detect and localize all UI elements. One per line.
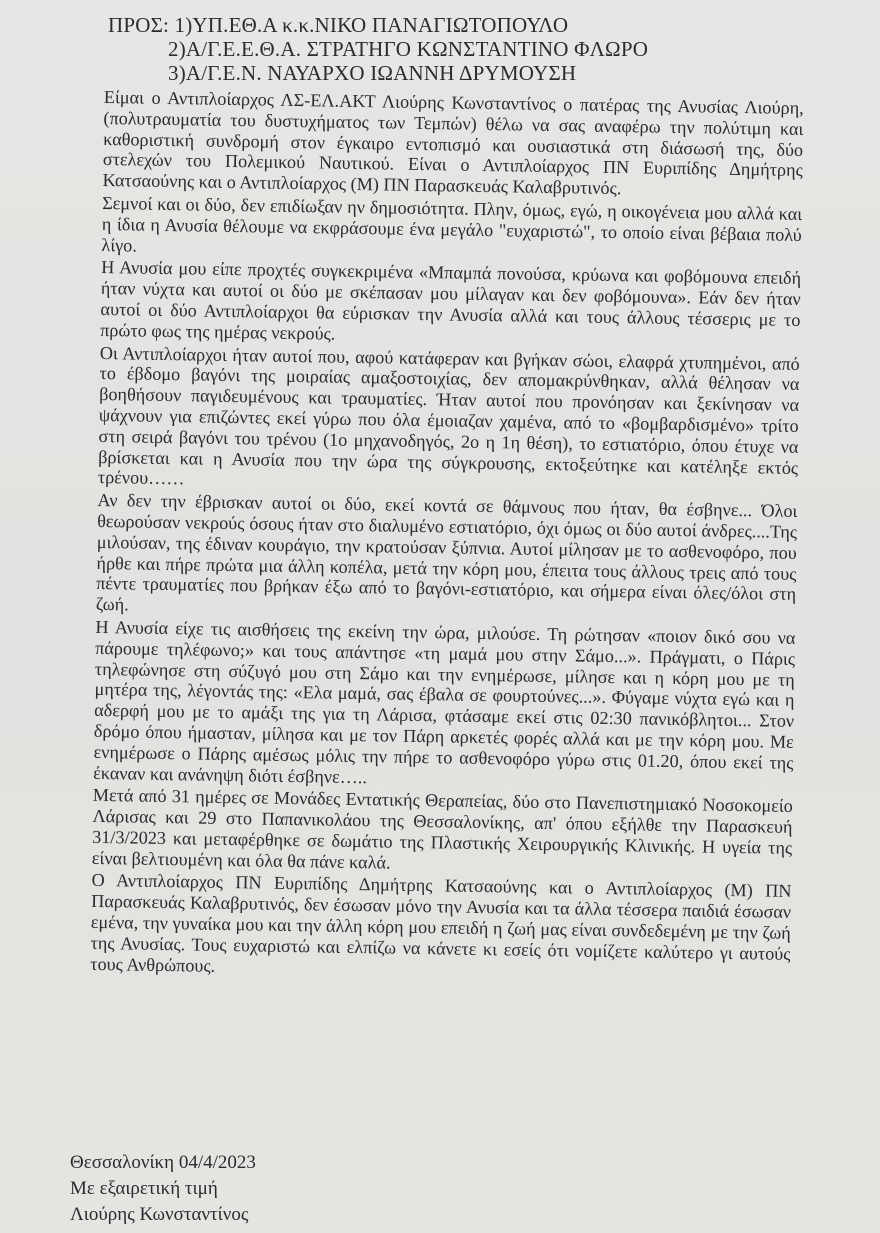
- paragraph-1: Είμαι ο Αντιπλοίαρχος ΛΣ-ΕΛ.ΑΚΤ Λιούρης Κωνσταντίνος ο πατέρας της Ανυσίας Λιούρη, (πολυτραυματία του δυστυχήματος των Τεμπών) θέλω να σας αναφέρω την πολύτιμη και καθοριστική συνδρομή στον έγκαιρο εντοπισμό και ουσιαστικά στη διάσωσή της, δύο στελεχών του Πολεμικού Ναυτικού. Είναι ο Αντιπλοίαρχος ΠΝ Ευριπίδης Δημήτρης Κατσαούνης και ο Αντιπλοίαρχος (Μ) ΠΝ Παρασκευάς Καλαβρυτινός.: [102, 87, 804, 199]
- closing-block: [70, 1150, 256, 1228]
- recipient-line-3: 3)Α/Γ.Ε.Ν. ΝΑΥΑΡΧΟ ΙΩΑΝΝΗ ΔΡΥΜΟΥΣΗ: [168, 61, 577, 85]
- signature-name: Λιούρης Κωνσταντίνος: [70, 1204, 249, 1225]
- recipient-line-2: 2)Α/Γ.Ε.Ε.Θ.Α. ΣΤΡΑΤΗΓΟ ΚΩΝΣΤΑΝΤΙΝΟ ΦΛΩΡΟ: [168, 37, 649, 61]
- paragraph-7: Μετά από 31 ημέρες σε Μονάδες Εντατικής Θεραπείας, δύο στο Πανεπιστημιακό Νοσοκομείο Λάρισας και 29 στο Παπανικολάου της Θεσσαλονίκης, απ' όπου εξήλθε την Παρασκευή 31/3/2023 και μεταφέρθηκε σε δωμάτιο της Πλαστικής Χειρουργικής Κλινικής. Η υγεία της είναι βελτιουμένη και όλα θα πάνε καλά.: [91, 785, 793, 873]
- paragraph-6: Η Ανυσία είχε τις αισθήσεις της εκείνη την ώρα, μιλούσε. Τη ρώτησαν «ποιον δικό σου να πάρουμε τηλέφωνο;» και τους απάντησε «τη μαμά μου στην Σάμο...». Πράγματι, ο Πάρις τηλεφώνησε στη σύζυγό μου στη Σάμο και την ενημέρωσε, μίλησε και η κόρη μου με τη μητέρα της, λέγοντάς της: «Ελα μαμά, σας έβαλα σε φουρτούνες...». Φύγαμε νύχτα εγώ και η αδερφή μου με το αμάξι της για τη Λάρισα, φτάσαμε εκεί στις 02:30 πανικόβλητοι... Στον δρόμο όπου ήμασταν, μίλησα και με τον Πάρη αρκετές φορές αλλά και με την κόρη μου. Με ενημέρωσε ο Πάρης αμέσως μόλις την πήρε το ασθενοφόρο γύρω στις 01.20, όπου εκεί της έκαναν και ανάνηψη διότι έσβηνε…..: [93, 616, 796, 787]
- paragraph-4: Οι Αντιπλοίαρχοι ήταν αυτοί που, αφού κατάφεραν και βγήκαν σώοι, ελαφρά χτυπημένοι, από το έβδομο βαγόνι της μοιραίας αμαξοστοιχίας, δεν απομακρύνθηκαν, αλλά θέλησαν να βοηθήσουν παγιδευμένους και τραυματίες. Ήταν αυτοί που προνόησαν και ξεκίνησαν να ψάχνουν για επιζώντες εκεί γύρω που όλα έμοιαζαν χαμένα, από το «βομβαρδισμένο» τρίτο στη σειρά βαγόνι του τρένου (1ο μηχανοδηγός, 2ο η 1η θέση), το εστιατόριο, όπου έτυχε να βρίσκεται και η Ανυσία που την ώρα της σύγκρουσης, εκτοξεύτηκε και κατέληξε εκτός τρένου……: [97, 342, 800, 489]
- paragraph-8: Ο Αντιπλοίαρχος ΠΝ Ευριπίδης Δημήτρης Κατσαούνης και ο Αντιπλοίαρχος (Μ) ΠΝ Παρασκευάς Καλαβρυτινός, δεν έσωσαν μόνο την Ανυσία και τα άλλα τέσσερα παιδιά έσωσαν εμένα, την γυναίκα μου και την άλλη κόρη μου επειδή η ζωή μας είναι συνδεδεμένη με την ζωή της Ανυσίας. Τους ευχαριστώ και ελπίζω να κάνετε κι εσείς ότι νομίζετε καλύτερο γι αυτούς τους Ανθρώπους.: [90, 870, 792, 976]
- paragraph-2: Σεμνοί και οι δύο, δεν επιδίωξαν ην δημοσιότητα. Πλην, όμως, εγώ, η οικογένεια μου αλλά και η ίδια η Ανυσία θέλουμε να εκφράσουμε ένα μεγάλο "ευχαριστώ", το οποίο είναι βέβαια πολύ λίγο.: [101, 192, 803, 256]
- paragraph-5: Αν δεν την έβρισκαν αυτοί οι δύο, εκεί κοντά σε θάμνους που ήταν, θα έσβηνε... Όλοι θεωρούσαν νεκρούς όσους ήταν στο διαλυμένο εστιατόριο, όχι όμως οι δύο αυτοί άνδρες....Της μιλούσαν, της έδιναν κουράγιο, την κρατούσαν ξύπνια. Αυτοί μίλησαν με το ασθενοφόρο, που ήρθε και πήρε πρώτα μια άλλη κοπέλα, μετά την κόρη μου, έπειτα τους άλλους τρεις από τους πέντε τραυματίες που βρήκαν έξω από το βαγόνι-εστιατόριο, και σήμερα είναι όλες/όλοι στη ζωή.: [95, 490, 798, 615]
- letter-body: [90, 87, 804, 987]
- recipient-line-1: ΠΡΟΣ: 1)ΥΠ.ΕΘ.Α κ.κ.ΝΙΚΟ ΠΑΝΑΓΙΩΤΟΠΟΥΛΟ: [108, 13, 569, 37]
- recipients-block: [108, 13, 648, 85]
- place-date: Θεσσαλονίκη 04/4/2023: [70, 1152, 256, 1173]
- paragraph-3: Η Ανυσία μου είπε προχτές συγκεκριμένα «Μπαμπά πονούσα, κρύωνα και φοβόμουνα επειδή ήταν νύχτα και αυτοί οι δύο με σκέπασαν μου μίλαγαν και δεν φοβόμουνα». Εάν δεν ήταν αυτοί οι δύο Αντιπλοίαρχοι θα εύρισκαν την Ανυσία αλλά και τους άλλους τέσσερις με το πρώτο φως της ημέρας νεκρούς.: [100, 257, 802, 344]
- salutation: Με εξαιρετική τιμή: [70, 1178, 218, 1199]
